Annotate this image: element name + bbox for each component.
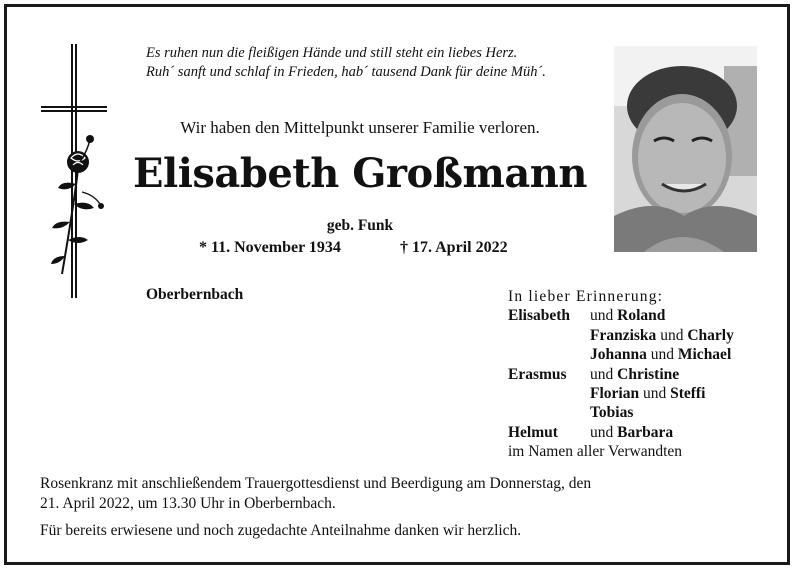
mourner-row <box>508 326 734 345</box>
maiden-name: geb. Funk <box>326 217 394 234</box>
motto-line-1: Es ruhen nun die fleißigen Hände und still steht ein liebes Herz. <box>146 45 518 61</box>
lead-sentence: Wir haben den Mittelpunkt unserer Familie verloren. <box>180 118 540 137</box>
mourner-relation: und Barbara <box>590 423 674 441</box>
mourner-relation: Tobias <box>590 404 634 422</box>
motto-verse <box>146 44 616 82</box>
closing-text <box>40 474 780 548</box>
mourners-list <box>508 287 734 462</box>
mourners-footer: im Namen aller Verwandten <box>508 443 683 461</box>
mourner-row <box>508 403 734 422</box>
mourner-row <box>508 365 734 384</box>
motto-line-2: Ruh´ sanft und schlaf in Frieden, hab´ tausend Dank für deine Müh´. <box>146 64 546 80</box>
mourner-row <box>508 345 734 364</box>
birth-date: * 11. November 1934 <box>199 239 341 256</box>
service-info: Rosenkranz mit anschließendem Trauergottesdienst und Beerdigung am Donnerstag, den 21. April 2022, um 13.30 Uhr in Oberbernbach. <box>40 475 592 512</box>
mourner-row <box>508 306 734 325</box>
mourner-relation: und Christine <box>590 365 680 383</box>
mourner-name: Helmut <box>508 423 558 441</box>
mourner-name <box>508 326 590 345</box>
thanks-line: Für bereits erwiesene und noch zugedachte Anteilnahme danken wir herzlich. <box>40 522 522 539</box>
mourner-relation: und Roland <box>590 307 666 325</box>
mourners-heading: In lieber Erinnerung: <box>508 288 664 305</box>
mourner-name <box>508 384 590 403</box>
mourner-name: Erasmus <box>508 365 567 383</box>
place-name: Oberbernbach <box>146 286 244 303</box>
mourner-relation: Florian und Steffi <box>590 385 706 403</box>
mourner-relation: Franziska und Charly <box>590 326 734 344</box>
mourner-relation: Johanna und Michael <box>590 346 732 364</box>
death-date: † 17. April 2022 <box>400 239 508 256</box>
mourner-row <box>508 384 734 403</box>
mourner-name <box>508 403 590 422</box>
deceased-name: Elisabeth Großmann <box>133 150 587 197</box>
mourner-name <box>508 345 590 364</box>
mourner-name: Elisabeth <box>508 307 571 325</box>
mourner-row <box>508 423 734 442</box>
